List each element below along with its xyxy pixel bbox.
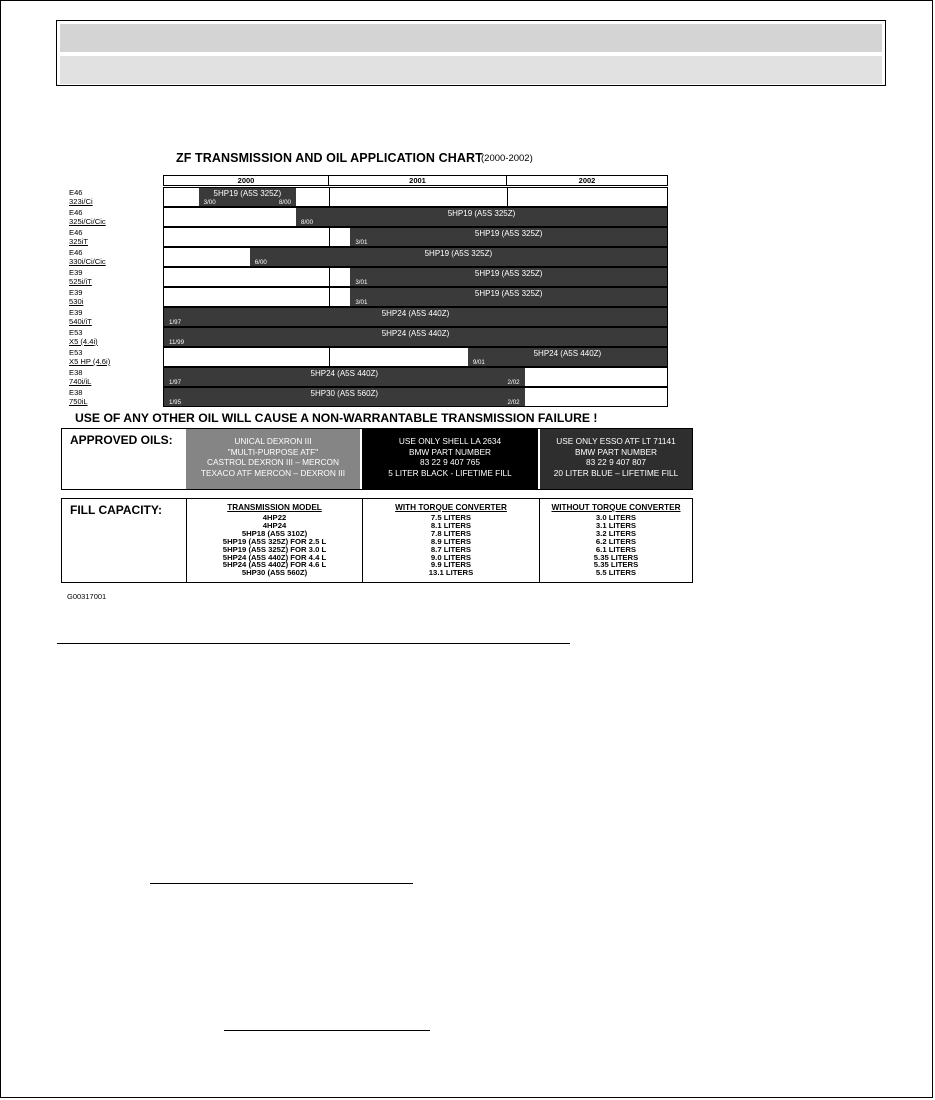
year-divider — [329, 348, 330, 366]
approved-oils-label: APPROVED OILS: — [70, 433, 173, 447]
chart-row — [66, 367, 668, 387]
divider-line — [150, 883, 413, 884]
row-label — [66, 387, 163, 407]
row-track — [163, 207, 668, 227]
start-date: 1/95 — [169, 399, 182, 406]
oil-line: 20 LITER BLUE – LIFETIME FILL — [553, 467, 679, 478]
chassis-code: E39 — [69, 288, 83, 297]
end-date: 2/02 — [507, 379, 520, 386]
year-2001: 2001 — [329, 176, 507, 185]
row-track — [163, 187, 668, 207]
chassis-code: E46 — [69, 208, 83, 217]
approved-oils-box — [61, 428, 693, 490]
chassis-code: E38 — [69, 368, 83, 377]
fill-value: 5HP18 (A5S 310Z) — [241, 528, 308, 538]
transmission-bar — [468, 348, 667, 366]
transmission-label: 5HP24 (A5S 440Z) — [310, 369, 379, 378]
start-date: 3/01 — [355, 279, 368, 286]
fill-value: 5.35 LITERS — [593, 560, 639, 570]
transmission-bar — [164, 388, 525, 406]
oil-cell-esso — [540, 429, 692, 489]
fill-value: 5HP19 (A5S 325Z) FOR 2.5 L — [222, 536, 327, 546]
transmission-bar — [350, 268, 667, 286]
header-band-bottom — [60, 56, 882, 84]
fill-header: WITHOUT TORQUE CONVERTER — [551, 503, 681, 512]
row-label — [66, 207, 163, 227]
fill-value: 4HP24 — [262, 520, 287, 530]
fill-header: WITH TORQUE CONVERTER — [395, 503, 507, 512]
model-name: 325i/Ci/Cic — [69, 217, 106, 226]
model-name: 530i — [69, 297, 84, 306]
transmission-bar — [164, 308, 667, 326]
row-label — [66, 287, 163, 307]
row-track — [163, 247, 668, 267]
fill-column-model — [186, 499, 362, 582]
oil-line: 83 22 9 407 765 — [420, 457, 480, 467]
oil-line: 5 LITER BLACK - LIFETIME FILL — [388, 467, 512, 478]
fill-value: 5.35 LITERS — [593, 552, 639, 562]
fill-values — [540, 514, 692, 577]
oil-line: TEXACO ATF MERCON – DEXRON III — [200, 467, 346, 478]
start-date: 3/00 — [203, 199, 216, 206]
chart-row — [66, 307, 668, 327]
chart-row — [66, 187, 668, 207]
chart-row — [66, 247, 668, 267]
model-name: 740i/iL — [69, 377, 92, 386]
fill-values — [363, 514, 539, 577]
year-divider — [329, 228, 330, 246]
fill-value: 9.9 LITERS — [430, 560, 472, 570]
transmission-label: 5HP30 (A5S 560Z) — [310, 389, 379, 398]
row-label — [66, 327, 163, 347]
start-date: 3/01 — [355, 299, 368, 306]
chart-row — [66, 387, 668, 407]
end-date: 2/02 — [507, 399, 520, 406]
transmission-label: 5HP19 (A5S 325Z) — [213, 189, 282, 198]
model-name: 325iT — [69, 237, 88, 246]
row-track — [163, 287, 668, 307]
end-date: 8/00 — [278, 199, 291, 206]
chart-title: ZF TRANSMISSION AND OIL APPLICATION CHART — [176, 151, 483, 165]
start-date: 3/01 — [355, 239, 368, 246]
row-label — [66, 307, 163, 327]
year-header — [163, 175, 668, 186]
year-divider — [507, 188, 508, 206]
fill-value: 7.5 LITERS — [430, 513, 472, 522]
divider-line — [224, 1030, 430, 1031]
row-label — [66, 247, 163, 267]
chassis-code: E53 — [69, 348, 83, 357]
oil-line: BMW PART NUMBER — [408, 446, 492, 457]
fill-value: 5HP19 (A5S 325Z) FOR 3.0 L — [222, 544, 327, 554]
start-date: 8/00 — [301, 219, 314, 226]
transmission-label: 5HP24 (A5S 440Z) — [533, 349, 602, 358]
model-name: X5 HP (4.6i) — [69, 357, 111, 366]
fill-value: 5HP24 (A5S 440Z) FOR 4.6 L — [222, 560, 327, 570]
fill-value: 7.8 LITERS — [430, 528, 472, 538]
fill-value: 5HP24 (A5S 440Z) FOR 4.4 L — [222, 552, 327, 562]
row-track — [163, 347, 668, 367]
chart-row — [66, 347, 668, 367]
year-divider — [329, 288, 330, 306]
transmission-bar — [350, 228, 667, 246]
fill-header: TRANSMISSION MODEL — [227, 503, 322, 512]
row-track — [163, 327, 668, 347]
fill-values — [187, 514, 362, 577]
transmission-bar — [350, 288, 667, 306]
fill-column-with-tc — [362, 499, 539, 582]
model-name: 330i/Ci/Cic — [69, 257, 106, 266]
oil-line: "MULTI-PURPOSE ATF" — [227, 446, 319, 457]
row-label — [66, 347, 163, 367]
chart-subtitle: (2000-2002) — [481, 153, 533, 164]
row-track — [163, 307, 668, 327]
transmission-label: 5HP19 (A5S 325Z) — [447, 209, 516, 218]
chassis-code: E46 — [69, 188, 83, 197]
year-divider — [329, 188, 330, 206]
transmission-bar — [164, 328, 667, 346]
chart-row — [66, 287, 668, 307]
warning-text: USE OF ANY OTHER OIL WILL CAUSE A NON-WARRANTABLE TRANSMISSION FAILURE ! — [75, 411, 598, 425]
transmission-label: 5HP19 (A5S 325Z) — [474, 269, 543, 278]
start-date: 1/97 — [169, 379, 182, 386]
chassis-code: E39 — [69, 268, 83, 277]
transmission-bar — [250, 248, 667, 266]
fill-value: 6.2 LITERS — [595, 536, 637, 546]
transmission-label: 5HP19 (A5S 325Z) — [474, 229, 543, 238]
oil-cell-dexron — [186, 429, 360, 489]
model-name: 540i/iT — [69, 317, 92, 326]
oil-line: UNICAL DEXRON III — [234, 436, 312, 446]
header-box — [56, 20, 886, 86]
oil-line: BMW PART NUMBER — [574, 446, 658, 457]
row-track — [163, 267, 668, 287]
start-date: 1/97 — [169, 319, 182, 326]
application-chart — [66, 175, 668, 408]
transmission-bar — [199, 188, 296, 206]
fill-capacity-label: FILL CAPACITY: — [70, 503, 162, 517]
oil-line: USE ONLY ESSO ATF LT 71141 — [556, 436, 676, 446]
row-track — [163, 227, 668, 247]
model-name: 525i/iT — [69, 277, 92, 286]
year-divider — [329, 268, 330, 286]
fill-value: 9.0 LITERS — [430, 552, 472, 562]
chart-row — [66, 207, 668, 227]
fill-value: 8.9 LITERS — [430, 536, 472, 546]
fill-value: 3.0 LITERS — [595, 513, 637, 522]
year-2002: 2002 — [578, 176, 596, 185]
chart-row — [66, 327, 668, 347]
model-name: 750iL — [69, 397, 88, 406]
transmission-label: 5HP24 (A5S 440Z) — [381, 309, 450, 318]
chassis-code: E39 — [69, 308, 83, 317]
fill-value: 3.2 LITERS — [595, 528, 637, 538]
transmission-label: 5HP19 (A5S 325Z) — [424, 249, 493, 258]
oil-line: CASTROL DEXRON III – MERCON — [206, 457, 339, 467]
fill-value: 8.1 LITERS — [430, 520, 472, 530]
start-date: 9/01 — [472, 359, 485, 366]
fill-column-without-tc — [539, 499, 692, 582]
start-date: 6/00 — [254, 259, 267, 266]
model-name: X5 (4.4i) — [69, 337, 98, 346]
chassis-code: E46 — [69, 248, 83, 257]
row-track — [163, 367, 668, 387]
start-date: 11/99 — [169, 339, 185, 346]
chassis-code: E53 — [69, 328, 83, 337]
chart-row — [66, 227, 668, 247]
row-track — [163, 387, 668, 407]
transmission-bar — [296, 208, 667, 226]
fill-value: 13.1 LITERS — [428, 568, 474, 578]
fill-value: 8.7 LITERS — [430, 544, 472, 554]
oil-cell-shell — [362, 429, 538, 489]
row-label — [66, 227, 163, 247]
divider-line — [57, 643, 570, 644]
transmission-bar — [164, 368, 525, 386]
oil-line: USE ONLY SHELL LA 2634 — [398, 436, 502, 446]
figure-caption: G00317001 — [67, 592, 107, 601]
row-label — [66, 267, 163, 287]
year-2000: 2000 — [164, 176, 329, 185]
fill-value: 5.5 LITERS — [595, 568, 637, 578]
transmission-label: 5HP19 (A5S 325Z) — [474, 289, 543, 298]
oil-line: 83 22 9 407 807 — [586, 457, 646, 467]
row-label — [66, 367, 163, 387]
fill-value: 3.1 LITERS — [595, 520, 637, 530]
header-band-top — [60, 24, 882, 52]
chart-row — [66, 267, 668, 287]
fill-value: 5HP30 (A5S 560Z) — [241, 568, 308, 578]
fill-capacity-box — [61, 498, 693, 583]
chassis-code: E46 — [69, 228, 83, 237]
transmission-label: 5HP24 (A5S 440Z) — [381, 329, 450, 338]
chassis-code: E38 — [69, 388, 83, 397]
row-label — [66, 187, 163, 207]
fill-value: 6.1 LITERS — [595, 544, 637, 554]
fill-value: 4HP22 — [262, 513, 287, 522]
model-name: 323i/Ci — [69, 197, 93, 206]
